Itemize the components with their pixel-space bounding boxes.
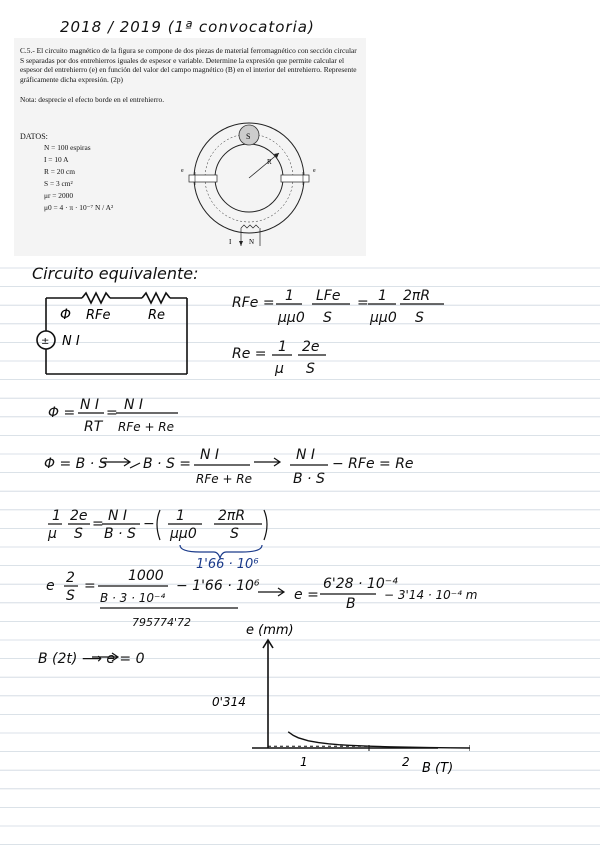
plot-xtick-1: 1	[300, 755, 308, 769]
eq-rfe-f2-den: S	[323, 310, 332, 326]
eq-rfe-f4-den: S	[415, 310, 424, 326]
eq-rfe-f3-den: μμ0	[370, 310, 397, 326]
eq-sol-f3-num: N I	[108, 508, 128, 524]
eq-sol-f1-den: μ	[48, 526, 57, 542]
figure-label-e-right: e	[313, 168, 316, 174]
eq-re-f1-num: 1	[278, 339, 287, 355]
eq-sol-equals: =	[92, 516, 104, 532]
re-label: Re	[148, 308, 166, 323]
limit-statement: B (2t) ⟶ e = 0	[38, 651, 145, 667]
eq-final-f1-num: 2	[66, 570, 75, 586]
eq-sol-f5-num: 2πR	[218, 508, 246, 524]
eq-final-tail: − 1'66 · 10⁶	[176, 578, 260, 594]
eq-phi-f2-den: RFe + Re	[118, 420, 175, 434]
eq-rfe-f1-den: μμ0	[278, 310, 305, 326]
dato-item: S = 3 cm²	[44, 179, 73, 188]
eq-rfe-f2-num: LFe	[316, 288, 341, 304]
eq-rfe-equals: =	[357, 295, 369, 311]
eq-rfe-f1-num: 1	[285, 288, 294, 304]
eq-rfe-f3-num: 1	[378, 288, 387, 304]
eq-final-under: 795774'72	[132, 616, 192, 629]
figure-label-i: I	[229, 238, 232, 246]
eq-sol-f2-num: 2e	[70, 508, 88, 524]
eq-sol-f1-num: 1	[52, 508, 61, 524]
source-label: N I	[62, 334, 80, 349]
eq-final-f3-den: B	[346, 596, 356, 612]
eq-bs-f2-den: B · S	[293, 471, 325, 487]
figure-label-r: R	[267, 158, 272, 166]
eq-final-f2-den: B · 3 · 10⁻⁴	[100, 591, 166, 605]
datos-title: DATOS:	[20, 132, 48, 141]
eq-phi-f1-num: N I	[80, 397, 100, 413]
eq-bs-f2-num: N I	[296, 447, 316, 463]
eq-bs-mid: B · S =	[143, 456, 192, 472]
eq-bs-f1-num: N I	[200, 447, 220, 463]
exam-header: 2018 / 2019 (1ª convocatoria)	[60, 18, 315, 36]
eq-sol-f4-den: μμ0	[170, 526, 197, 542]
plot-xtick-2: 2	[402, 755, 410, 769]
eq-phi-f1-den: RT	[84, 419, 103, 435]
eq-final-e: e	[46, 578, 55, 594]
eq-bs-tail: − RFe = Re	[332, 456, 414, 472]
eq-final-res-lhs: e =	[294, 587, 319, 603]
eq-sol-f3-den: B · S	[104, 526, 136, 542]
eq-phi-f2-num: N I	[124, 397, 144, 413]
eq-bs-f1-den: RFe + Re	[196, 472, 253, 486]
figure-label-e-left: e	[181, 168, 184, 174]
eq-rfe-f4-num: 2πR	[403, 288, 431, 304]
figure-label-s: S	[246, 132, 251, 141]
eq-re-f2-num: 2e	[302, 339, 320, 355]
eq-re-f2-den: S	[306, 361, 315, 377]
eq-phi-equals: =	[106, 405, 118, 421]
problem-statement: C.5.- El circuito magnético de la figura se compone de dos piezas de material ferromagnético con sección circular S separadas por dos entrehierros iguales de espesor e variable. Determine la expresión que permite calcular el espesor del entrehierro (e) en función del valor del campo magnético (B) en el interior del entrehierro. Represente gráficamente dicha expresión. (2p)	[20, 46, 357, 84]
eq-final-res-tail: − 3'14 · 10⁻⁴ m	[384, 588, 478, 602]
plot-ytick: 0'314	[212, 695, 246, 709]
eq-re-lhs: Re =	[232, 346, 267, 362]
dato-item: μ0 = 4 · π · 10⁻⁷ N / A²	[44, 203, 114, 212]
eq-phi-lhs: Φ =	[48, 405, 76, 421]
phi-label: Φ	[60, 307, 72, 323]
plot-ylabel: e (mm)	[246, 623, 294, 638]
eq-rfe-lhs: RFe =	[232, 295, 275, 311]
source-sign: ±	[41, 336, 50, 347]
dato-item: I = 10 A	[44, 155, 69, 164]
e-vs-b-plot	[200, 622, 470, 792]
eq-final-f1-den: S	[66, 588, 75, 604]
eq-bs-lhs: Φ = B · S	[44, 456, 108, 472]
e-vs-b-curve	[288, 732, 470, 748]
equivalent-circuit-heading: Circuito equivalente:	[32, 264, 199, 283]
dato-item: μr = 2000	[44, 191, 74, 200]
eq-sol-annotation: 1'66 · 10⁶	[196, 557, 259, 572]
rfe-label: RFe	[86, 308, 111, 323]
eq-sol-f5-den: S	[230, 526, 239, 542]
dato-item: R = 20 cm	[44, 167, 76, 176]
problem-note: Nota: desprecie el efecto borde en el entrehierro.	[20, 95, 165, 104]
eq-final-f2-num: 1000	[128, 568, 164, 584]
eq-sol-f4-num: 1	[176, 508, 185, 524]
eq-sol-minus: −	[143, 516, 155, 532]
eq-sol-f2-den: S	[74, 526, 83, 542]
eq-final-f3-num: 6'28 · 10⁻⁴	[323, 576, 398, 592]
eq-re-f1-den: μ	[275, 361, 284, 377]
dato-item: N = 100 espiras	[44, 143, 91, 152]
figure-label-n: N	[249, 238, 255, 246]
eq-final-equals: =	[84, 578, 96, 594]
plot-xlabel: B (T)	[422, 761, 454, 776]
